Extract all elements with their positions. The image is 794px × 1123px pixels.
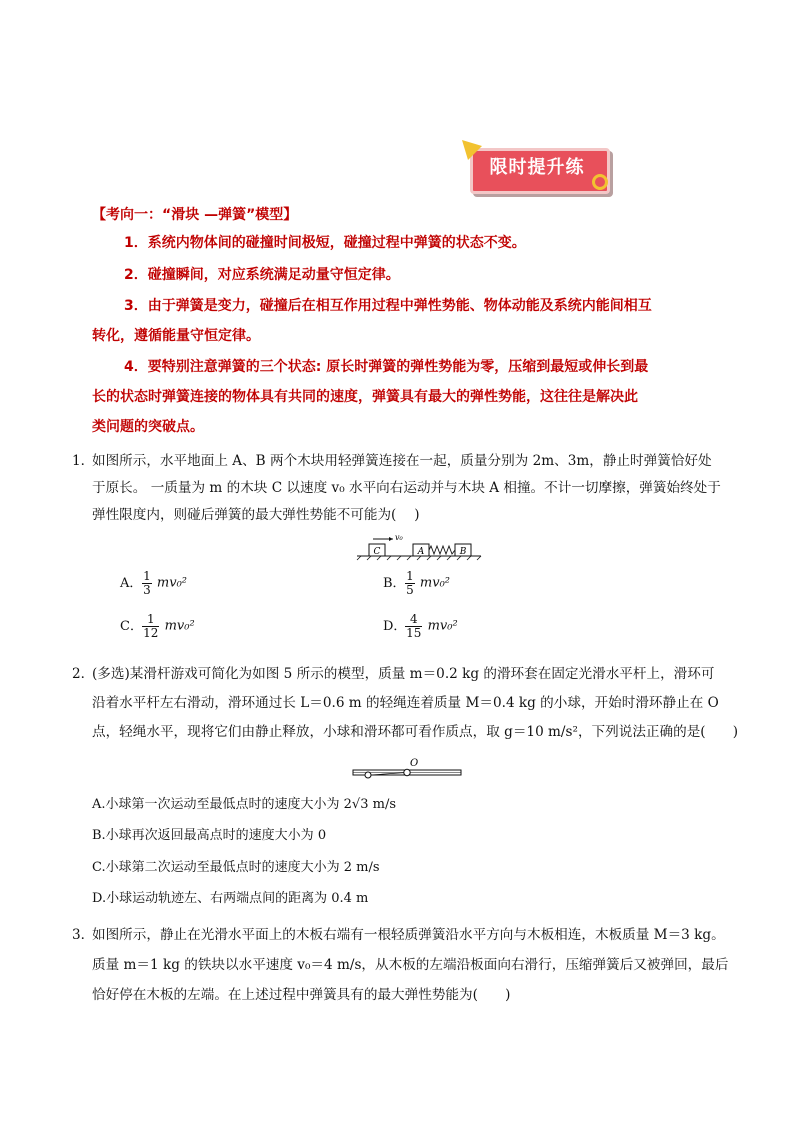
velocity-label: v₀ [395, 533, 403, 542]
ball [365, 772, 371, 778]
question-2-option-d[interactable]: D.小球运动轨迹左、右两端点间的距离为 0.4 m [92, 891, 369, 906]
question-1-line-1: 如图所示，水平地面上 A、B 两个木块用轻弹簧连接在一起，质量分别为 2m、3m，静止时弹簧恰好处 [92, 453, 712, 469]
question-2-line-3: 点，轻绳水平，现将它们由静止释放，小球和滑环都可看作质点，取 g＝10 m/s²，下列说法正确的是( ) [92, 724, 739, 740]
fraction-denominator: 5 [406, 583, 414, 597]
option-expression: mv₀² [164, 618, 195, 634]
spring [429, 546, 455, 554]
section-heading: 【考向一：“滑块 —弹簧”模型】 [92, 207, 298, 223]
badge-label: 限时提升练 [489, 157, 585, 178]
question-2-line-2: 沿着水平杆左右滑动，滑环通过长 L＝0.6 m 的轻绳连着质量 M＝0.4 kg 的小球，开始时滑环静止在 O [92, 695, 719, 711]
block-a-label: A [417, 547, 425, 557]
question-3-line-2: 质量 m＝1 kg 的铁块以水平速度 v₀＝4 m/s，从木板的左端沿板面向右滑行，压缩弹簧后又被弹回，最后 [92, 957, 729, 973]
option-expression: mv₀² [427, 618, 458, 634]
slider-ring [404, 769, 410, 775]
question-2-line-1: (多选)某滑杆游戏可简化为如图 5 所示的模型，质量 m＝0.2 kg 的滑环套在固定光滑水平杆上，滑环可 [92, 666, 715, 682]
question-1-option-c[interactable] [120, 613, 195, 640]
key-point-2: 2．碰撞瞬间，对应系统满足动量守恒定律。 [124, 267, 400, 283]
point-o-label: O [410, 758, 419, 769]
question-1-number: 1． [72, 453, 95, 469]
question-1-figure [355, 533, 485, 561]
question-2-option-b[interactable]: B.小球再次返回最高点时的速度大小为 0 [92, 828, 327, 843]
question-3-line-1: 如图所示，静止在光滑水平面上的木板右端有一根轻质弹簧沿水平方向与木板相连，木板质量 M＝3 kg。 [92, 927, 725, 943]
option-label: D． [383, 619, 407, 634]
option-expression: mv₀² [419, 575, 451, 591]
key-point-1: 1．系统内物体间的碰撞时间极短，碰撞过程中弹簧的状态不变。 [124, 235, 526, 251]
velocity-arrowhead [389, 537, 393, 541]
fraction-numerator: 1 [406, 569, 414, 583]
question-2-option-a[interactable]: A.小球第一次运动至最低点时的速度大小为 2√3 m/s [92, 797, 396, 812]
option-label: A． [120, 576, 143, 591]
question-2-option-c[interactable]: C.小球第二次运动至最低点时的速度大小为 2 m/s [92, 860, 380, 875]
fraction-numerator: 1 [143, 569, 151, 583]
option-label: B． [383, 576, 406, 591]
key-point-4-cont: 长的状态时弹簧连接的物体具有共同的速度，弹簧具有最大的弹性势能，这往往是解决此 [92, 389, 638, 405]
question-1-option-a[interactable] [120, 570, 187, 597]
key-point-4-cont2: 类问题的突破点。 [92, 419, 204, 435]
option-label: C． [120, 619, 143, 634]
question-2-figure [350, 756, 465, 782]
fraction-denominator: 12 [143, 626, 159, 640]
fraction-numerator: 4 [405, 613, 422, 627]
key-point-3: 3．由于弹簧是变力，碰撞后在相互作用过程中弹性势能、物体动能及系统内能间相互 [124, 298, 652, 314]
question-3-number: 3． [72, 927, 95, 943]
flag-icon [462, 140, 484, 162]
fraction-denominator: 15 [406, 626, 422, 640]
option-expression: mv₀² [156, 575, 188, 591]
section-badge [462, 140, 614, 198]
question-3-line-3: 恰好停在木板的左端。在上述过程中弹簧具有的最大弹性势能为( ) [92, 987, 511, 1003]
fraction-denominator: 3 [143, 583, 151, 597]
question-1-option-b[interactable] [383, 570, 450, 597]
question-1-line-3: 弹性限度内，则碰后弹簧的最大弹性势能不可能为( ) [92, 507, 420, 523]
key-point-4: 4．要特别注意弹簧的三个状态: 原长时弹簧的弹性势能为零，压缩到最短或伸长到最 [124, 359, 649, 375]
block-c-label: C [373, 547, 381, 557]
ring-icon [590, 172, 610, 192]
question-1-option-d[interactable] [383, 613, 458, 640]
question-1-line-2: 于原长。 一质量为 m 的木块 C 以速度 v₀ 水平向右运动并与木块 A 相撞。不计一切摩擦，弹簧始终处于 [92, 480, 721, 496]
question-2-number: 2． [72, 666, 95, 682]
fraction-numerator: 1 [142, 613, 159, 627]
block-b-label: B [459, 547, 467, 557]
key-point-3-cont: 转化，遵循能量守恒定律。 [92, 328, 260, 344]
